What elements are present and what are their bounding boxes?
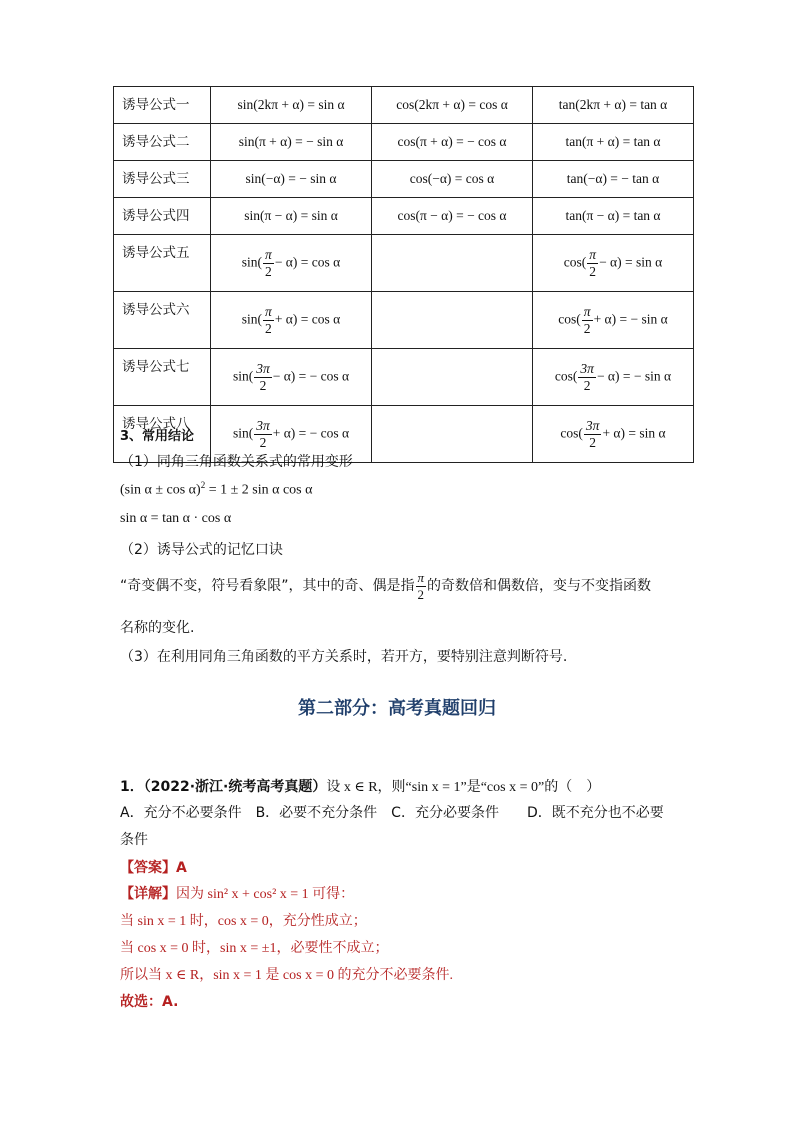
formula-cell: tan(−α) = − tan α bbox=[533, 161, 694, 198]
formula-cell: cos( $\frac{3\pi}{2}$ + α) = sin α bbox=[533, 406, 694, 463]
fraction: $\frac{\pi}{2}$ bbox=[265, 246, 272, 279]
question-stem: 1．（2022·浙江·统考高考真题）设 x ∈ R，则“sin x = 1”是“cos x = 0”的（ ） bbox=[120, 779, 601, 795]
formula-name: 诱导公式一 bbox=[114, 87, 211, 124]
empty-cell bbox=[372, 292, 533, 349]
formula-cell: sin( $\frac{3\pi}{2}$ − α) = − cos α bbox=[211, 349, 372, 406]
conclusion-item-2: （2）诱导公式的记忆口诀 bbox=[120, 542, 283, 558]
fraction: $\frac{\pi}{2}$ bbox=[583, 303, 591, 336]
detail-line: 故选：A. bbox=[120, 994, 179, 1010]
formula-cell: cos(π − α) = − cos α bbox=[372, 198, 533, 235]
formula-cell: sin(2kπ + α) = sin α bbox=[211, 87, 372, 124]
table-row bbox=[114, 87, 694, 124]
question-options: A．充分不必要条件 B．必要不充分条件 C．充分必要条件 D．既不充分也不必要 bbox=[120, 805, 664, 821]
fraction: $\frac{\pi}{2}$ bbox=[265, 303, 272, 336]
formula-cell: cos( $\frac{\pi}{2}$ − α) = sin α bbox=[533, 235, 694, 292]
mnemonic-line-2: 名称的变化. bbox=[120, 620, 195, 636]
formula-cell: cos(π + α) = − cos α bbox=[372, 124, 533, 161]
formula-cell: tan(2kπ + α) = tan α bbox=[533, 87, 694, 124]
mnemonic-text: “奇变偶不变，符号看象限”，其中的奇、偶是指 $\frac{\pi}{2}$ 的奇数倍和偶数倍，变与不变指函数 bbox=[120, 569, 652, 602]
table-row bbox=[114, 292, 694, 349]
formula-square-identity: (sin α ± cos α)$^2$ = 1 ± 2 sin α cos α bbox=[120, 480, 313, 498]
formula-cell: cos(2kπ + α) = cos α bbox=[372, 87, 533, 124]
table-row bbox=[114, 161, 694, 198]
detail-line: 【详解】因为 sin² x + cos² x = 1 可得： bbox=[120, 886, 355, 902]
detail-line: 当 cos x = 0 时，sin x = ±1，必要性不成立； bbox=[120, 941, 389, 956]
conclusion-item-3: （3）在利用同角三角函数的平方关系时，若开方，要特别注意判断符号. bbox=[120, 649, 568, 665]
formula-cell: cos( $\frac{\pi}{2}$ + α) = − sin α bbox=[533, 292, 694, 349]
detail-line: 当 sin x = 1 时，cos x = 0，充分性成立； bbox=[120, 914, 367, 929]
formula-name: 诱导公式八 bbox=[114, 406, 211, 463]
formula-cell: sin(π − α) = sin α bbox=[211, 198, 372, 235]
formula-cell: cos(−α) = cos α bbox=[372, 161, 533, 198]
fraction: $\frac{3\pi}{2}$ bbox=[256, 417, 270, 450]
conclusion-item-1: （1）同角三角函数关系式的常用变形 bbox=[120, 454, 353, 470]
formula-cell: sin( $\frac{\pi}{2}$ + α) = cos α bbox=[211, 292, 372, 349]
question-options-line-2: 条件 bbox=[120, 832, 148, 848]
formula-name: 诱导公式三 bbox=[114, 161, 211, 198]
induction-formula-table bbox=[113, 86, 694, 463]
fraction: $\frac{\pi}{2}$ bbox=[417, 569, 425, 602]
formula-cell: tan(π + α) = tan α bbox=[533, 124, 694, 161]
formula-cell: sin( $\frac{\pi}{2}$ − α) = cos α bbox=[211, 235, 372, 292]
empty-cell bbox=[372, 349, 533, 406]
formula-cell: sin(π + α) = − sin α bbox=[211, 124, 372, 161]
formula-name: 诱导公式二 bbox=[114, 124, 211, 161]
table-row bbox=[114, 124, 694, 161]
formula-name: 诱导公式四 bbox=[114, 198, 211, 235]
formula-name: 诱导公式七 bbox=[114, 349, 211, 406]
section-title: 第二部分：高考真题回归 bbox=[298, 698, 496, 719]
formula-name: 诱导公式六 bbox=[114, 292, 211, 349]
formula-name: 诱导公式五 bbox=[114, 235, 211, 292]
answer-line: 【答案】A bbox=[120, 860, 187, 876]
conclusions-heading: 3、常用结论 bbox=[120, 429, 195, 444]
empty-cell bbox=[372, 235, 533, 292]
table-row bbox=[114, 235, 694, 292]
fraction: $\frac{3\pi}{2}$ bbox=[585, 417, 600, 450]
table-row bbox=[114, 349, 694, 406]
formula-cell: sin(−α) = − sin α bbox=[211, 161, 372, 198]
fraction: $\frac{\pi}{2}$ bbox=[589, 246, 597, 279]
table-row bbox=[114, 198, 694, 235]
formula-cell: cos( $\frac{3\pi}{2}$ − α) = − sin α bbox=[533, 349, 694, 406]
detail-line: 所以当 x ∈ R，sin x = 1 是 cos x = 0 的充分不必要条件. bbox=[120, 968, 453, 983]
fraction: $\frac{3\pi}{2}$ bbox=[580, 360, 594, 393]
fraction: $\frac{3\pi}{2}$ bbox=[256, 360, 270, 393]
formula-sin-tan-cos: sin α = tan α · cos α bbox=[120, 511, 232, 526]
formula-cell: tan(π − α) = tan α bbox=[533, 198, 694, 235]
formula-cell: sin( $\frac{3\pi}{2}$ + α) = − cos α bbox=[211, 406, 372, 463]
